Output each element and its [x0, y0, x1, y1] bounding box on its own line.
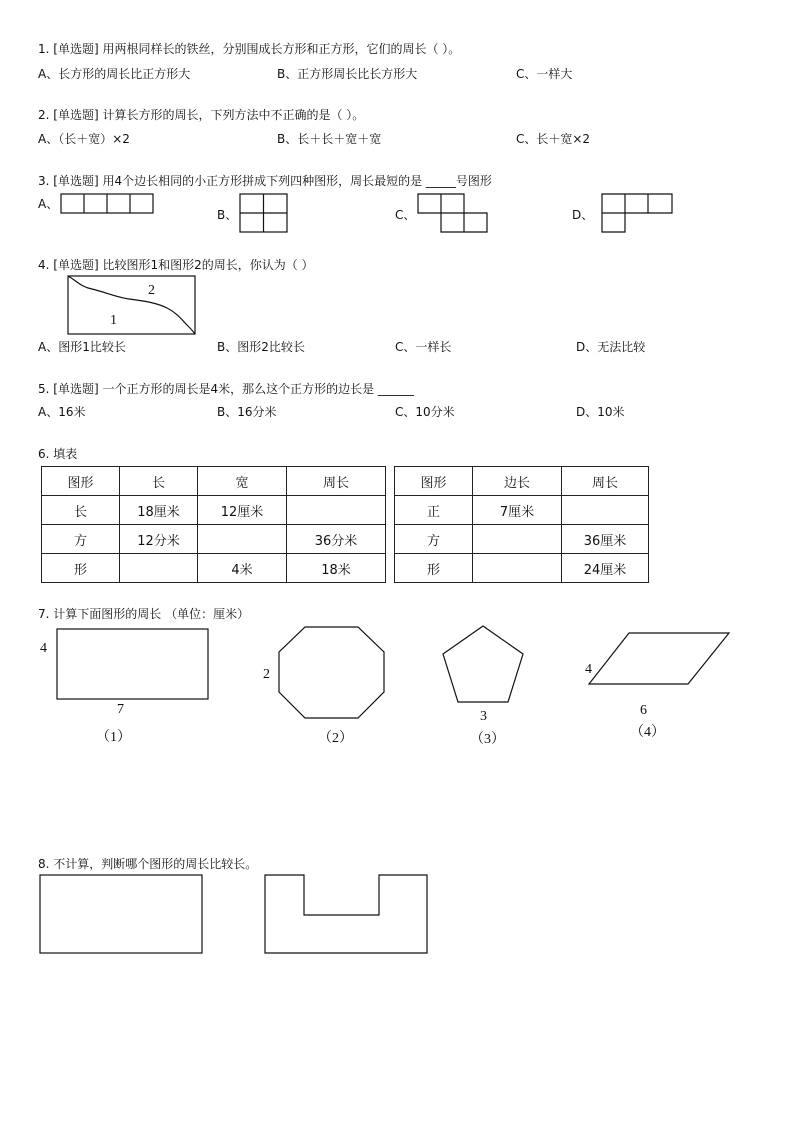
q2-option-c[interactable]: C、长＋宽×2	[516, 132, 591, 146]
q7-fig3-label: （3）	[470, 732, 505, 747]
q5-stem: 5. [单选题] 一个正方形的周长是4米，那么这个正方形的边长是 ______	[38, 382, 414, 396]
q3-shape-b	[239, 193, 289, 235]
q5-option-a[interactable]: A、16米	[38, 405, 86, 419]
q3-option-d[interactable]: D、	[572, 208, 594, 222]
q4-option-d[interactable]: D、无法比较	[576, 340, 646, 354]
rect-cell[interactable]: 12厘米	[198, 496, 287, 525]
rect-side-char: 方	[42, 525, 120, 554]
square-header-side: 边长	[473, 467, 562, 496]
q7-octagon	[278, 626, 386, 720]
q1-option-c[interactable]: C、一样大	[516, 67, 573, 81]
q8-notched-shape	[264, 874, 430, 956]
square-side-char: 形	[395, 554, 473, 583]
rectangle-table	[41, 466, 386, 583]
q3-shape-d	[601, 193, 675, 235]
q1-stem: 1. [单选题] 用两根同样长的铁丝，分别围成长方形和正方形，它们的周长（ ）。	[38, 42, 461, 56]
q1-option-b[interactable]: B、正方形周长比长方形大	[277, 67, 418, 81]
square-side-char: 正	[395, 496, 473, 525]
q2-stem: 2. [单选题] 计算长方形的周长，下列方法中不正确的是（ ）。	[38, 108, 365, 122]
q7-fig4-bottom: 6	[640, 703, 647, 718]
q5-option-c[interactable]: C、10分米	[395, 405, 455, 419]
q3-option-c[interactable]: C、	[395, 208, 416, 222]
square-cell[interactable]: 24厘米	[562, 554, 649, 583]
square-cell[interactable]: 36厘米	[562, 525, 649, 554]
q7-fig4-side: 4	[585, 662, 592, 677]
q4-stem: 4. [单选题] 比较图形1和图形2的周长，你认为（ ）	[38, 258, 314, 272]
q7-fig4-label: （4）	[630, 725, 665, 740]
square-table	[394, 466, 649, 583]
rect-cell[interactable]: 18米	[287, 554, 386, 583]
q8-rectangle	[39, 874, 205, 956]
q4-figure-label-2: 2	[148, 283, 155, 298]
q3-option-a[interactable]: A、	[38, 197, 59, 211]
rect-side-char: 长	[42, 496, 120, 525]
q7-fig1-label: （1）	[96, 730, 131, 745]
q4-figure-label-1: 1	[110, 313, 117, 328]
square-cell[interactable]	[473, 525, 562, 554]
q7-parallelogram	[588, 631, 732, 687]
square-cell[interactable]	[473, 554, 562, 583]
rect-header-width: 宽	[198, 467, 287, 496]
q6-stem: 6. 填表	[38, 447, 78, 461]
rect-header-length: 长	[120, 467, 198, 496]
q4-option-a[interactable]: A、图形1比较长	[38, 340, 126, 354]
q4-option-c[interactable]: C、一样长	[395, 340, 452, 354]
rect-cell[interactable]: 12分米	[120, 525, 198, 554]
q7-fig3-side: 3	[480, 709, 487, 724]
q2-option-b[interactable]: B、长＋长＋宽＋宽	[277, 132, 382, 146]
q1-option-a[interactable]: A、长方形的周长比正方形大	[38, 67, 191, 81]
q3-option-b[interactable]: B、	[217, 208, 238, 222]
rect-cell[interactable]: 36分米	[287, 525, 386, 554]
rect-cell[interactable]	[198, 525, 287, 554]
q8-stem: 8. 不计算，判断哪个图形的周长比较长。	[38, 857, 258, 871]
q7-rectangle	[56, 628, 211, 702]
q3-stem: 3. [单选题] 用4个边长相同的小正方形拼成下列四种图形，周长最短的是 _____号图形	[38, 174, 492, 188]
rect-header-shape: 图形	[42, 467, 120, 496]
q4-figure	[67, 275, 197, 337]
q7-fig1-bottom: 7	[117, 702, 124, 717]
rect-side-char: 形	[42, 554, 120, 583]
q3-shape-c	[417, 193, 489, 235]
rect-cell[interactable]: 18厘米	[120, 496, 198, 525]
square-cell[interactable]	[562, 496, 649, 525]
q4-option-b[interactable]: B、图形2比较长	[217, 340, 305, 354]
q3-shape-a	[60, 193, 156, 215]
q7-fig2-side: 2	[263, 667, 270, 682]
square-header-shape: 图形	[395, 467, 473, 496]
q5-option-d[interactable]: D、10米	[576, 405, 625, 419]
rect-header-perimeter: 周长	[287, 467, 386, 496]
rect-cell[interactable]: 4米	[198, 554, 287, 583]
q7-pentagon	[440, 624, 526, 706]
q7-fig1-side: 4	[40, 641, 47, 656]
square-header-perimeter: 周长	[562, 467, 649, 496]
q5-option-b[interactable]: B、16分米	[217, 405, 277, 419]
q7-fig2-label: （2）	[318, 731, 353, 746]
q2-option-a[interactable]: A、（长＋宽）×2	[38, 132, 130, 146]
rect-cell[interactable]	[287, 496, 386, 525]
rect-cell[interactable]	[120, 554, 198, 583]
q7-stem: 7. 计算下面图形的周长 （单位：厘米）	[38, 607, 250, 621]
square-side-char: 方	[395, 525, 473, 554]
square-cell[interactable]: 7厘米	[473, 496, 562, 525]
